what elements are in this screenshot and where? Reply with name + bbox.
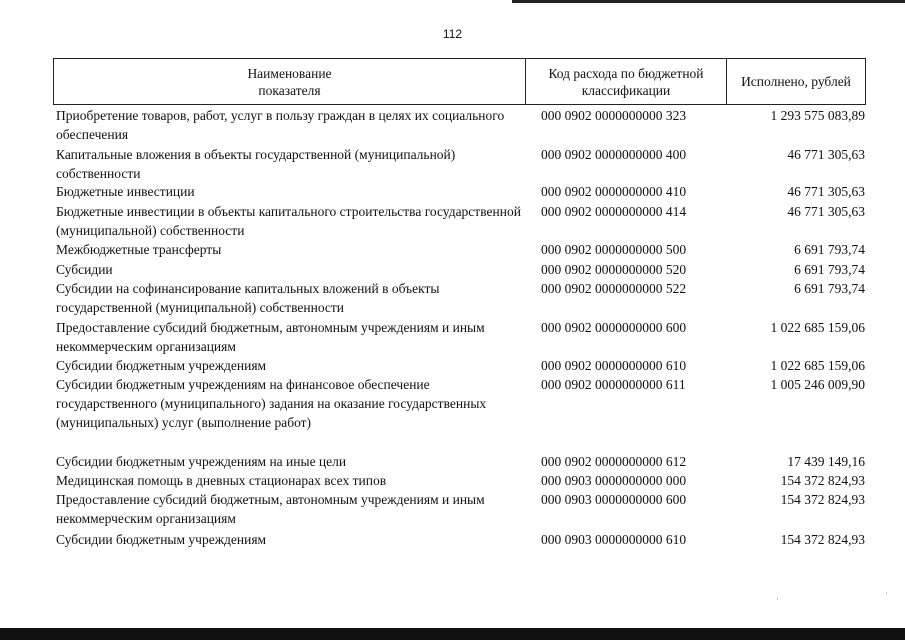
row-code: 000 0902 0000000000 410 — [541, 184, 687, 199]
row-code: 000 0902 0000000000 522 — [541, 281, 687, 296]
row-code: 000 0902 0000000000 520 — [541, 262, 687, 277]
row-code: 000 0902 0000000000 400 — [541, 147, 687, 162]
table-header — [53, 58, 866, 105]
row-code: 000 0902 0000000000 500 — [541, 242, 687, 257]
row-amount: 154 372 824,93 — [780, 492, 865, 507]
row-amount: 17 439 149,16 — [787, 454, 865, 469]
column-header-name: Наименование показателя — [247, 65, 332, 98]
row-code: 000 0903 0000000000 610 — [541, 532, 687, 547]
row-name: Субсидии бюджетным учреждениям — [56, 358, 267, 373]
row-amount: 6 691 793,74 — [794, 281, 865, 296]
row-name: Межбюджетные трансферты — [56, 242, 222, 257]
row-amount: 1 022 685 159,06 — [770, 320, 865, 335]
row-code: 000 0902 0000000000 414 — [541, 204, 687, 219]
page-number: 112 — [442, 27, 463, 41]
row-amount: 1 293 575 083,89 — [770, 108, 865, 123]
row-code: 000 0902 0000000000 612 — [541, 454, 687, 469]
row-amount: 154 372 824,93 — [780, 473, 865, 488]
row-name: Субсидии бюджетным учреждениям на иные цели — [56, 454, 347, 469]
row-amount: 46 771 305,63 — [787, 147, 865, 162]
row-amount: 6 691 793,74 — [794, 262, 865, 277]
row-amount: 1 022 685 159,06 — [770, 358, 865, 373]
row-amount: 1 005 246 009,90 — [770, 377, 865, 392]
row-code: 000 0902 0000000000 323 — [541, 108, 687, 123]
row-amount: 6 691 793,74 — [794, 242, 865, 257]
row-code: 000 0902 0000000000 610 — [541, 358, 687, 373]
row-name: Приобретение товаров, работ, услуг в пользу граждан в целях их социального обеспечения — [56, 108, 505, 142]
row-name: Субсидии бюджетным учреждениям — [56, 532, 267, 547]
row-name: Субсидии — [56, 262, 113, 277]
bottom-edge-bar — [0, 628, 905, 640]
row-code: 000 0902 0000000000 611 — [541, 377, 686, 392]
row-amount: 46 771 305,63 — [787, 204, 865, 219]
row-amount: 46 771 305,63 — [787, 184, 865, 199]
row-name: Субсидии на софинансирование капитальных вложений в объекты государственной (муниципальной) собственности — [56, 281, 440, 315]
scan-speck: · — [776, 594, 779, 604]
row-name: Бюджетные инвестиции в объекты капитального строительства государственной (муниципальной) собственности — [56, 204, 521, 238]
row-code: 000 0903 0000000000 600 — [541, 492, 687, 507]
top-edge-rule — [512, 0, 905, 3]
row-name: Предоставление субсидий бюджетным, автономным учреждениям и иным некоммерческим организациям — [56, 320, 485, 354]
row-name: Предоставление субсидий бюджетным, автономным учреждениям и иным некоммерческим организациям — [56, 492, 485, 526]
row-name: Бюджетные инвестиции — [56, 184, 195, 199]
column-header-amount: Исполнено, рублей — [741, 74, 851, 89]
row-name: Медицинская помощь в дневных стационарах всех типов — [56, 473, 387, 488]
row-code: 000 0902 0000000000 600 — [541, 320, 687, 335]
row-code: 000 0903 0000000000 000 — [541, 473, 687, 488]
row-amount: 154 372 824,93 — [780, 532, 865, 547]
row-name: Субсидии бюджетным учреждениям на финансовое обеспечение государственного (муниципального) задания на оказание государственных (муниципальных) услуг (выполнение работ) — [56, 377, 487, 430]
row-name: Капитальные вложения в объекты государственной (муниципальной) собственности — [56, 147, 456, 181]
scan-speck: · — [885, 588, 888, 598]
column-header-code: Код расхода по бюджетной классификации — [548, 65, 704, 98]
